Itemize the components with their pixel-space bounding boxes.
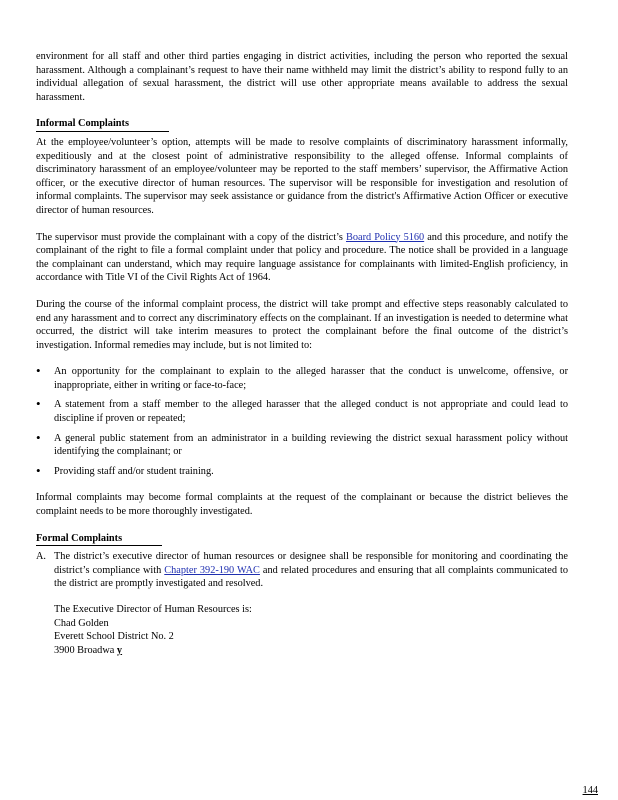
contact-org: Everett School District No. 2 <box>54 631 174 643</box>
contact-street-end: y <box>116 644 123 656</box>
contact-name: Chad Golden <box>54 617 109 629</box>
list-item: • An opportunity for the complainant to explain to the alleged harasser that the conduct is unwelcome, offensive, or inappropriate, either in writing or face-to-face; <box>36 365 568 392</box>
informal-remedies-list <box>36 365 568 478</box>
informal-paragraph-2 <box>36 231 568 285</box>
list-item: • Providing staff and/or student training. <box>36 465 568 479</box>
informal-paragraph-1: At the employee/volunteer’s option, attempts will be made to resolve complaints of discriminatory harassment informally, expeditiously and at the closest point of administrative responsibility to the alleged offense. Informal complaints of discriminatory harassment of an employee/volunteer may be reported to the staff members’ supervisor, the Affirmative Action officer, or the executive director of human resources. The supervisor will be responsible for investigation and resolution of informal complaints. The supervisor may seek assistance or guidance from the district's Affirmative Action Officer or executive director of human resources. <box>36 136 568 216</box>
list-item: • A general public statement from an administrator in a building reviewing the district sexual harassment policy without identifying the complainant; or <box>36 432 568 459</box>
page-number: 144 <box>582 785 598 796</box>
informal-paragraph-4: Informal complaints may become formal complaints at the request of the complainant or because the district believes the complaint needs to be more thoroughly investigated. <box>36 492 568 518</box>
informal-paragraph-3: During the course of the informal complaint process, the district will take prompt and effective steps reasonably calculated to end any harassment and to correct any discriminatory effects on the complainant. If an investigation is needed to determine what occurred, the district will take interim measures to protect the complainant before the final outcome of the district’s investigation. Informal remedies may include, but is not limited to: <box>36 298 568 351</box>
wac-chapter-link[interactable]: Chapter 392-190 WAC <box>164 564 260 576</box>
list-item: • A statement from a staff member to the alleged harasser that the alleged conduct is not appropriate and could lead to discipline if proven or repeated; <box>36 398 568 425</box>
formal-item-a <box>36 550 568 591</box>
informal-p2-after: and this procedure, and notify the complainant of the right to file a formal complaint under that policy and procedure. The notice shall be provided in a language the complainant can understand, which may require language assistance for complainants with limited-English proficiency, in accordance with Title VI of the Civil Rights Act of 1964. <box>36 231 568 284</box>
informal-p2-before: The supervisor must provide the complainant with a copy of the district’s <box>36 231 346 243</box>
informal-complaints-heading: Informal Complaints <box>36 117 169 132</box>
contact-street: 3900 Broadwa <box>54 644 115 656</box>
intro-paragraph: environment for all staff and other third parties engaging in district activities, including the person who reported the sexual harassment. Although a complainant’s request to have their name withheld may limit the district’s ability to respond fully to an individual allegation of sexual harassment, the district will use other appropriate means available to address the sexual harassment. <box>36 51 568 103</box>
contact-block <box>54 603 568 657</box>
formal-complaints-heading: Formal Complaints <box>36 532 162 547</box>
formal-item-before: The district’s executive director of human resources or designee shall be responsible for monitoring and coordinating the district’s compliance with <box>54 551 568 576</box>
contact-street-line <box>54 644 568 658</box>
contact-intro: The Executive Director of Human Resources is: <box>54 604 252 615</box>
document-page <box>36 50 568 657</box>
board-policy-link[interactable]: Board Policy 5160 <box>345 231 425 243</box>
formal-item-after: and related procedures and ensuring that all complaints communicated to the district are promptly investigated and resolved. <box>54 564 568 590</box>
item-label: A. <box>36 551 47 563</box>
